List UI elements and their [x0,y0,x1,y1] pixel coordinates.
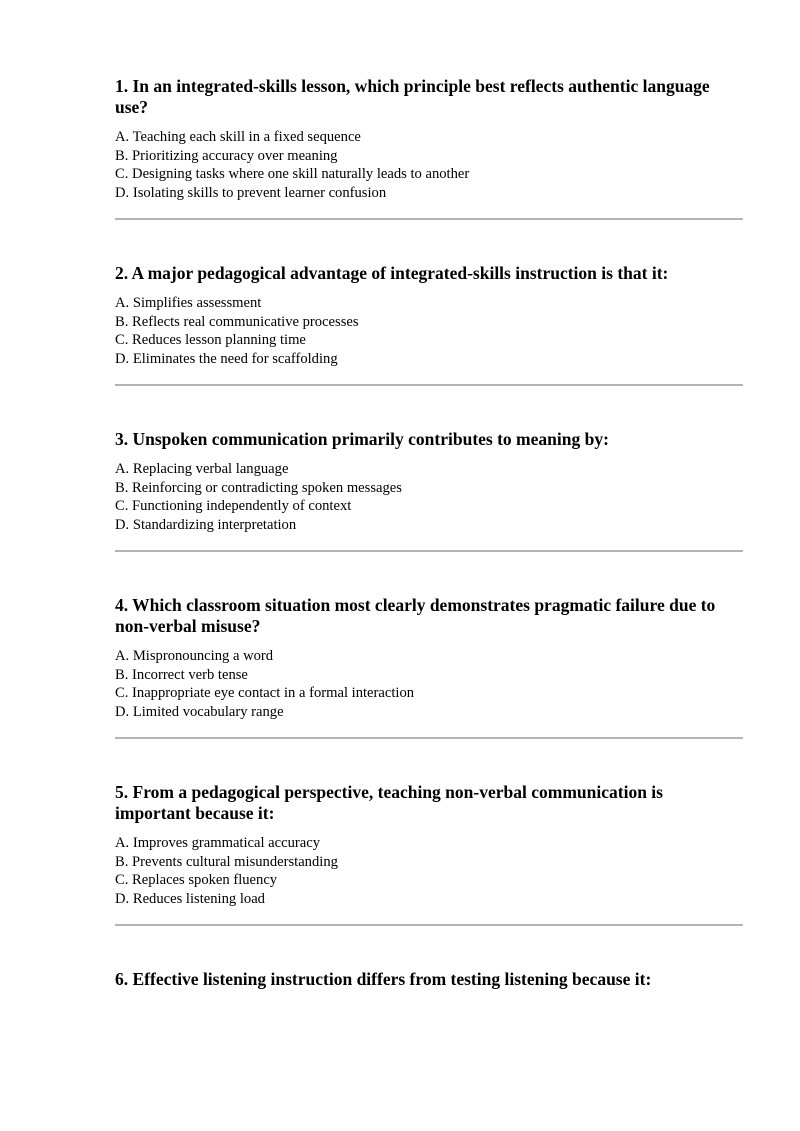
option-list [115,128,743,202]
question-title: 4. Which classroom situation most clearly demonstrates pragmatic failure due to non-verbal misuse? [115,595,716,636]
question-3 [115,429,743,534]
question-1 [115,76,743,202]
option-d: D. Limited vocabulary range [115,703,284,720]
option-b: B. Incorrect verb tense [115,666,248,683]
option-list [115,294,743,368]
question-divider [115,218,743,220]
option-b: B. Prioritizing accuracy over meaning [115,147,338,164]
question-divider [115,924,743,926]
option-a: A. Replacing verbal language [115,461,289,477]
question-title: 1. In an integrated-skills lesson, which principle best reflects authentic language use? [115,76,710,117]
option-a: A. Improves grammatical accuracy [115,835,321,851]
question-title: 3. Unspoken communication primarily contributes to meaning by: [115,429,609,449]
option-c: C. Replaces spoken fluency [115,872,278,888]
question-title: 5. From a pedagogical perspective, teaching non-verbal communication is important because it: [115,782,663,823]
option-a: A. Simplifies assessment [115,295,262,311]
question-5 [115,782,743,908]
option-d: D. Isolating skills to prevent learner confusion [115,184,387,201]
option-list [115,647,743,721]
question-4 [115,595,743,721]
option-c: C. Designing tasks where one skill naturally leads to another [115,166,470,182]
question-divider [115,550,743,552]
option-list [115,834,743,908]
option-list [115,460,743,534]
question-6 [115,969,743,990]
option-d: D. Eliminates the need for scaffolding [115,350,338,367]
option-a: A. Teaching each skill in a fixed sequence [115,129,361,145]
question-divider [115,384,743,386]
question-title: 2. A major pedagogical advantage of integrated-skills instruction is that it: [115,263,669,283]
option-d: D. Standardizing interpretation [115,516,297,533]
option-c: C. Reduces lesson planning time [115,332,306,348]
option-c: C. Inappropriate eye contact in a formal interaction [115,685,415,701]
quiz-page [115,76,743,1000]
option-d: D. Reduces listening load [115,890,265,907]
option-b: B. Reflects real communicative processes [115,313,359,330]
question-2 [115,263,743,368]
option-b: B. Prevents cultural misunderstanding [115,853,338,870]
question-divider [115,737,743,739]
option-a: A. Mispronouncing a word [115,648,274,664]
option-c: C. Functioning independently of context [115,498,352,514]
question-title: 6. Effective listening instruction differs from testing listening because it: [115,969,652,989]
option-b: B. Reinforcing or contradicting spoken messages [115,479,402,496]
